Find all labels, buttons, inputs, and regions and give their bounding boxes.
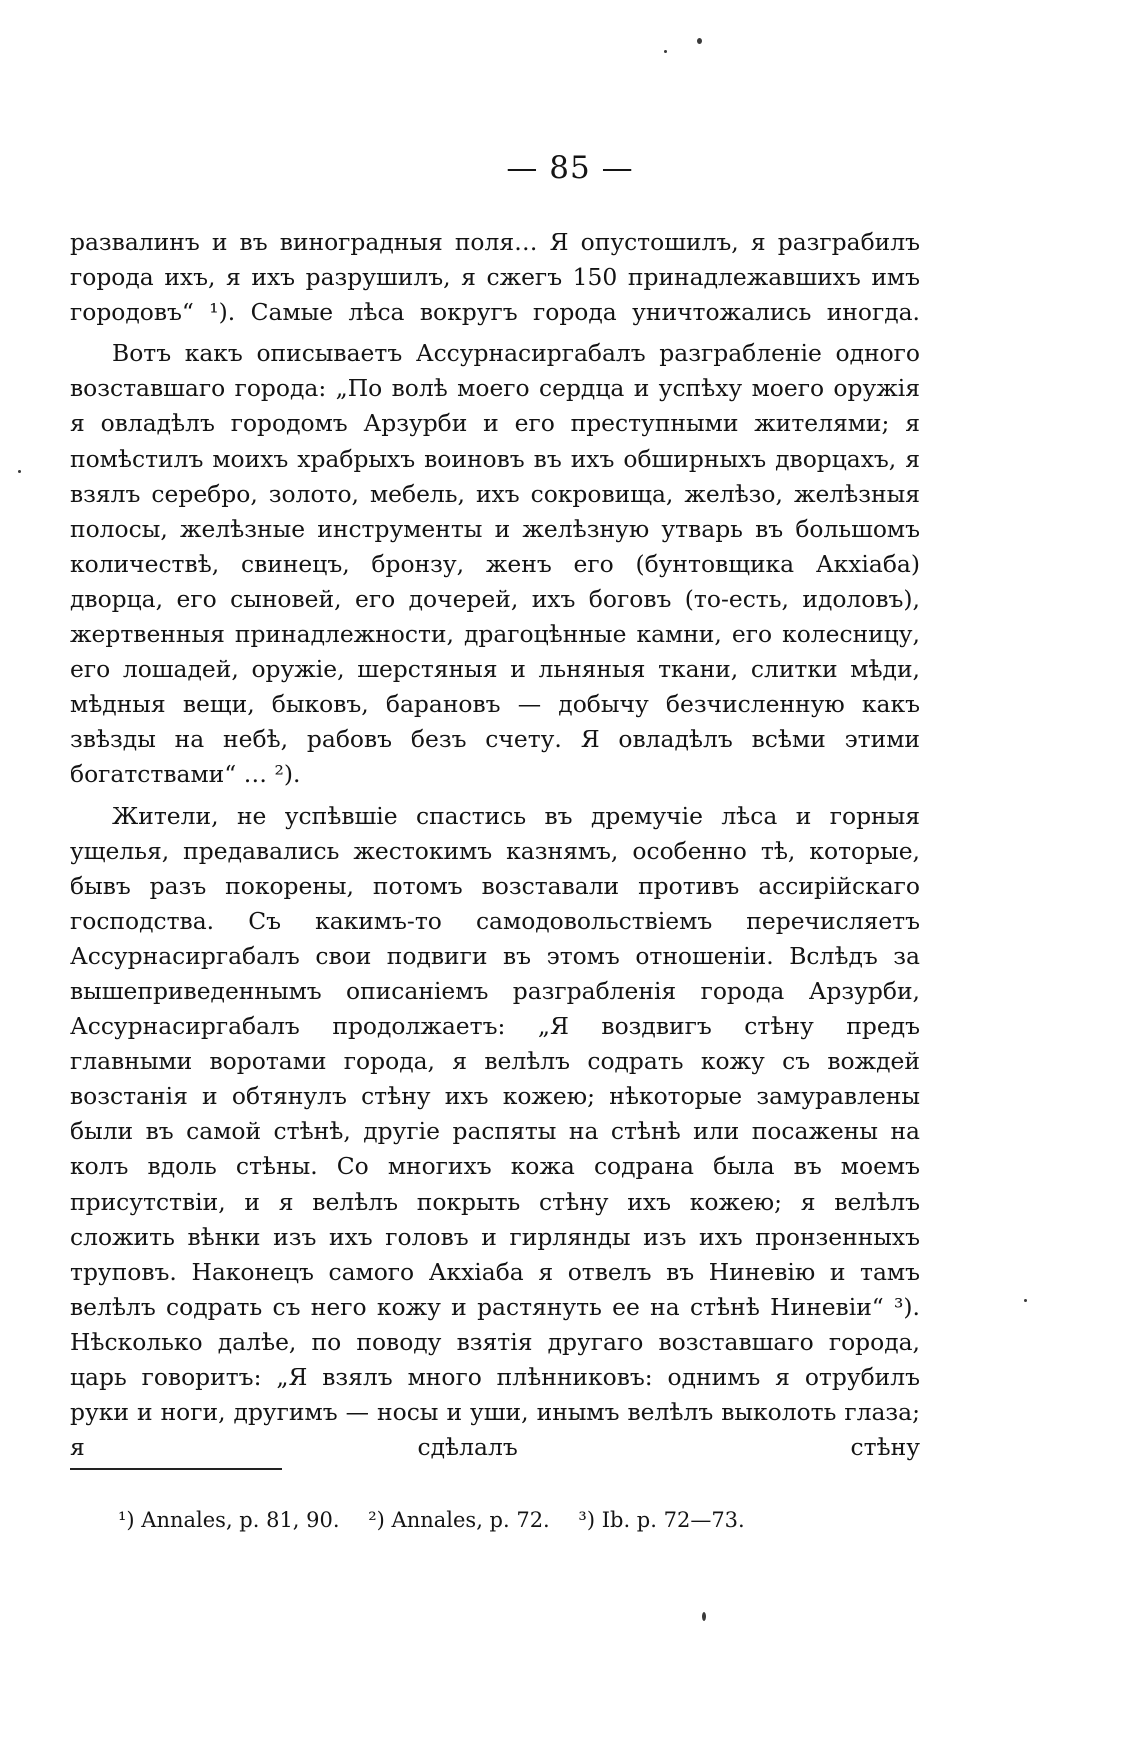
paragraph-3: Жители, не успѣвшіе спастись въ дремучіе лѣса и горныя ущелья, предавались жестокимъ казнямъ, особенно тѣ, которые, бывъ разъ покорены, потомъ возставали противъ ассирійскаго господства. Съ какимъ-то самодовольствіемъ перечисляетъ Ассурнасиргабалъ свои подвиги въ этомъ отношеніи. Вслѣдъ за вышеприведеннымъ описаніемъ разграбленія города Арзурби, Ассурнасиргабалъ продолжаетъ: „Я воздвигъ стѣну предъ главными воротами города, я велѣлъ содрать кожу съ вождей возстанія и обтянулъ стѣну ихъ кожею; нѣкоторые замуравлены были въ самой стѣнѣ, другіе распяты на стѣнѣ или посажены на колъ вдоль стѣны. Со многихъ кожа содрана была въ моемъ присутствіи, и я велѣлъ покрыть стѣну ихъ кожею; я велѣлъ сложить вѣнки изъ ихъ головъ и гирлянды изъ ихъ пронзенныхъ труповъ. Наконецъ самого Акхіаба я отвелъ въ Ниневію и тамъ велѣлъ содрать съ него кожу и растянуть ее на стѣнѣ Ниневіи“ ³). Нѣсколько далѣе, по поводу взятія другаго возставшаго города, царь говоритъ: „Я взялъ много плѣнниковъ: однимъ я отрубилъ руки и ноги, другимъ — носы и уши, инымъ велѣлъ выколоть глаза; я сдѣлалъ стѣну xyxy=(70,801,920,1462)
scan-speck xyxy=(664,50,667,53)
footnote-3: ³) Ib. p. 72—73. xyxy=(578,1508,745,1532)
paragraph-2: Вотъ какъ описываетъ Ассурнасиргабалъ разграбленіе одного возставшаго города: „По волѣ моего сердца и успѣху моего оружія я овладѣлъ городомъ Арзурби и его преступными жителями; я помѣстилъ моихъ храбрыхъ воиновъ въ ихъ обширныхъ дворцахъ, я взялъ серебро, золото, мебель, ихъ сокровища, желѣзо, желѣзныя полосы, желѣзные инструменты и желѣзную утварь въ большомъ количествѣ, свинецъ, бронзу, женъ его (бунтовщика Акхіаба) дворца, его сыновей, его дочерей, ихъ боговъ (то-есть, идоловъ), жертвенныя принадлежности, драгоцѣнные камни, его колесницу, его лошадей, оружіе, шерстяныя и льняныя ткани, слитки мѣди, мѣдныя вещи, быковъ, барановъ — добычу безчисленную какъ звѣзды на небѣ, рабовъ безъ счету. Я овладѣлъ всѣми этими богатствами“ … ²). xyxy=(70,339,920,789)
page-number: — 85 — xyxy=(506,150,634,186)
footnotes xyxy=(118,1505,918,1535)
scan-speck xyxy=(18,470,21,473)
paragraph-1: развалинъ и въ виноградныя поля… Я опустошилъ, я разграбилъ города ихъ, я ихъ разрушилъ, я сжегъ 150 принадлежавшихъ имъ городовъ“ ¹). Самые лѣса вокругъ города уничтожались иногда. xyxy=(70,228,920,327)
scan-speck xyxy=(1024,1299,1027,1302)
scan-speck xyxy=(697,38,702,44)
footnote-1: ¹) Annales, p. 81, 90. xyxy=(118,1508,340,1532)
footnote-2: ²) Annales, p. 72. xyxy=(368,1508,550,1532)
footnote-divider xyxy=(70,1468,282,1470)
body-text xyxy=(70,225,920,1471)
scan-speck xyxy=(702,1612,706,1621)
